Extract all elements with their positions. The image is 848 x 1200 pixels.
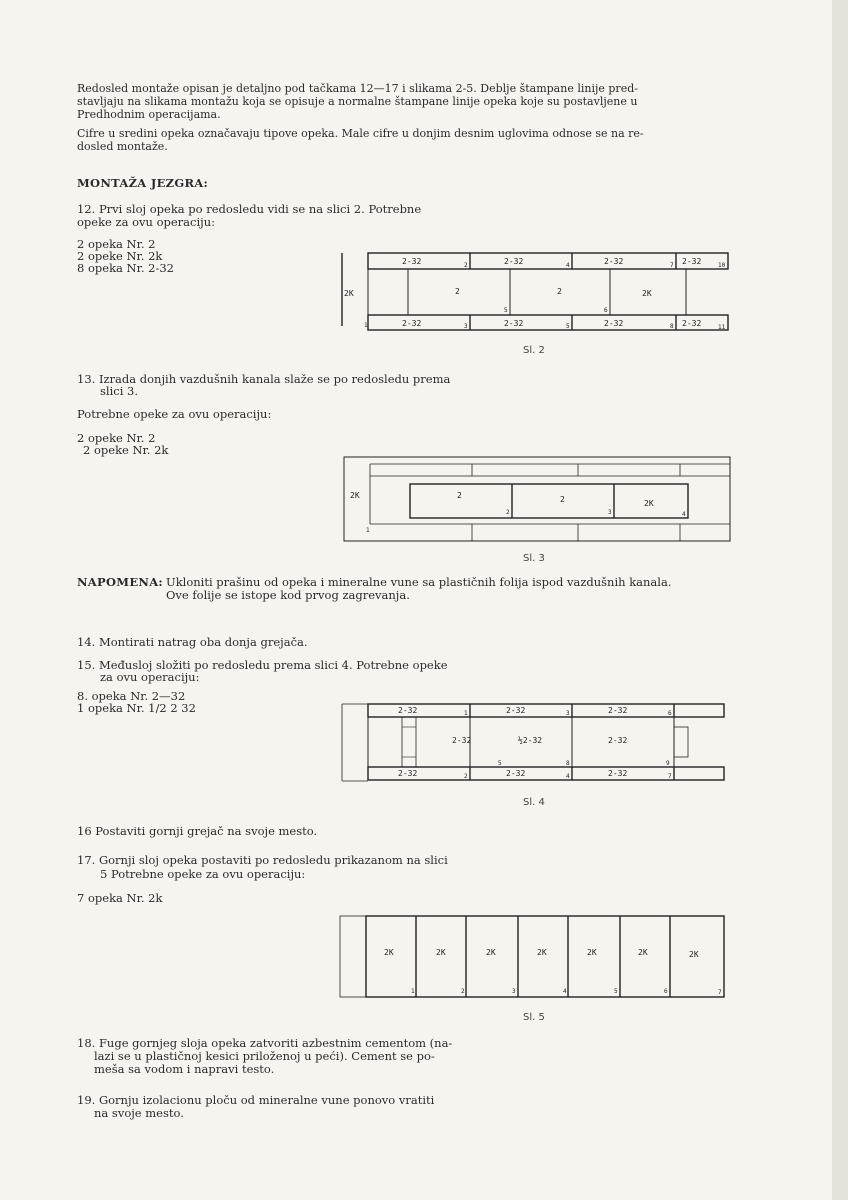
step19-line-2: na svoje mesto. xyxy=(94,1106,184,1120)
step15-material-1: 8. opeka Nr. 2—32 xyxy=(77,689,186,703)
fig4-mid-2-num: 8 xyxy=(566,760,570,767)
fig4-mid-1: 2-32 xyxy=(452,736,472,745)
fig2-mid-1: 2K xyxy=(344,289,354,298)
fig5-cell-6: 2K xyxy=(638,948,648,957)
intro-line-3: Predhodnim operacijama. xyxy=(77,108,221,121)
step19-line-1: 19. Gornju izolacionu ploču od mineralne vune ponovo vratiti xyxy=(77,1093,435,1107)
step14-line: 14. Montirati natrag oba donja grejača. xyxy=(77,635,308,649)
fig2-mid-2-num: 5 xyxy=(504,307,508,314)
step13-material-1: 2 opeke Nr. 2 xyxy=(77,431,156,445)
fig4-bottom-1-num: 2 xyxy=(464,773,468,780)
fig2-bottom-1-num: 3 xyxy=(464,323,468,330)
step17-line-2: 5 Potrebne opeke za ovu operaciju: xyxy=(100,867,306,881)
fig2-top-3-num: 7 xyxy=(670,262,674,269)
fig4-top-3: 2-32 xyxy=(608,706,628,715)
fig4-caption: Sl. 4 xyxy=(523,797,545,808)
fig3-cell-1: 2K xyxy=(350,491,360,500)
step18-line-1: 18. Fuge gornjeg sloja opeka zatvoriti azbestnim cementom (na- xyxy=(77,1036,453,1050)
fig2-bottom-3-num: 8 xyxy=(670,323,674,330)
fig2-mid-4-num: 6 xyxy=(604,307,608,314)
fig2-top-4-num: 10 xyxy=(718,262,726,269)
fig2-bottom-2-num: 5 xyxy=(566,323,570,330)
fig5-cell-5: 2K xyxy=(587,948,597,957)
section-title: MONTAŽA JEZGRA: xyxy=(77,176,209,190)
fig2-top-1-num: 2 xyxy=(464,262,468,269)
fig5-cell-2-num: 2 xyxy=(461,988,465,995)
fig2-bottom-4: 2-32 xyxy=(682,319,702,328)
step12-material-1: 2 opeka Nr. 2 xyxy=(77,237,156,251)
fig5-cell-4: 2K xyxy=(537,948,547,957)
step15-line-1: 15. Međusloj složiti po redosledu prema slici 4. Potrebne opeke xyxy=(77,658,448,672)
fig5-cell-7-num: 7 xyxy=(718,989,722,996)
fig5-cell-5-num: 5 xyxy=(614,988,618,995)
fig4-mid-2: ½2-32 xyxy=(518,736,543,745)
step13-line-1: 13. Izrada donjih vazdušnih kanala slaže se po redosledu prema xyxy=(77,372,451,386)
fig3-cell-2-num: 2 xyxy=(506,509,510,516)
fig5-cell-1-num: 1 xyxy=(411,988,415,995)
fig2-top-2: 2-32 xyxy=(504,257,524,266)
step12-material-3: 8 opeka Nr. 2-32 xyxy=(77,261,174,275)
fig3-cell-4-num: 4 xyxy=(682,511,686,518)
step17-line-1: 17. Gornji sloj opeka postaviti po redosledu prikazanom na slici xyxy=(77,853,448,867)
fig3-caption: Sl. 3 xyxy=(523,553,545,564)
fig4-bottom-3: 2-32 xyxy=(608,769,628,778)
fig4-mid-3: 2-32 xyxy=(608,736,628,745)
note-line-2: Ove folije se istope kod prvog zagrevanja. xyxy=(166,588,410,602)
step12-line-2: opeke za ovu operaciju: xyxy=(77,215,215,229)
fig2-corner-num: 1 xyxy=(364,322,368,329)
step17-material-1: 7 opeka Nr. 2k xyxy=(77,891,163,905)
fig3-cell-3-num: 3 xyxy=(608,509,612,516)
fig2-top-3: 2-32 xyxy=(604,257,624,266)
intro-line-1: Redosled montaže opisan je detaljno pod tačkama 12—17 i slikama 2-5. Deblje štampane linije pred- xyxy=(77,82,638,95)
fig4-mid-3-num: 9 xyxy=(666,760,670,767)
fig2-mid-4: 2K xyxy=(642,289,652,298)
step13-needs: Potrebne opeke za ovu operaciju: xyxy=(77,407,272,421)
fig2-bottom-4-num: 11 xyxy=(718,324,726,331)
note-label: NAPOMENA: xyxy=(77,575,163,589)
fig4-bottom-3-num: 7 xyxy=(668,773,672,780)
figure-4-diagram xyxy=(340,703,732,783)
fig3-cell-2: 2 xyxy=(457,491,462,500)
fig2-bottom-2: 2-32 xyxy=(504,319,524,328)
intro-line-5: dosled montaže. xyxy=(77,140,168,153)
fig5-cell-1: 2K xyxy=(384,948,394,957)
fig5-cell-3: 2K xyxy=(486,948,496,957)
fig5-cell-2: 2K xyxy=(436,948,446,957)
step15-material-2: 1 opeka Nr. 1/2 2 32 xyxy=(77,701,196,715)
fig5-cell-3-num: 3 xyxy=(512,988,516,995)
step18-line-2: lazi se u plastičnoj kesici priloženoj u peći). Cement se po- xyxy=(94,1049,435,1063)
fig3-cell-3: 2 xyxy=(560,495,565,504)
fig2-mid-3: 2 xyxy=(557,287,562,296)
figure-2-diagram xyxy=(340,252,732,334)
fig4-top-1-num: 1 xyxy=(464,710,468,717)
fig2-top-1: 2-32 xyxy=(402,257,422,266)
fig4-mid-1-num: 5 xyxy=(498,760,502,767)
fig2-top-2-num: 4 xyxy=(566,262,570,269)
note-line-1: Ukloniti prašinu od opeka i mineralne vune sa plastičnih folija ispod vazdušnih kanala. xyxy=(166,575,672,589)
fig2-bottom-3: 2-32 xyxy=(604,319,624,328)
fig2-bottom-1: 2-32 xyxy=(402,319,422,328)
fig4-top-2-num: 3 xyxy=(566,710,570,717)
fig3-cell-4: 2K xyxy=(644,499,654,508)
fig4-top-3-num: 6 xyxy=(668,710,672,717)
fig2-mid-2: 2 xyxy=(455,287,460,296)
fig2-top-4: 2-32 xyxy=(682,257,702,266)
fig3-cell-1-num: 1 xyxy=(366,527,370,534)
step15-line-2: za ovu operaciju: xyxy=(100,670,200,684)
fig4-bottom-1: 2-32 xyxy=(398,769,418,778)
intro-line-2: stavljaju na slikama montažu koja se opisuje a normalne štampane linije opeka koje su postavljene u xyxy=(77,95,638,108)
figure-3-diagram xyxy=(342,456,734,544)
fig4-top-1: 2-32 xyxy=(398,706,418,715)
fig5-caption: Sl. 5 xyxy=(523,1012,545,1023)
fig4-top-2: 2-32 xyxy=(506,706,526,715)
right-page-edge xyxy=(832,0,848,1200)
fig5-cell-7: 2K xyxy=(689,950,699,959)
fig2-caption: Sl. 2 xyxy=(523,345,545,356)
fig5-cell-6-num: 6 xyxy=(664,988,668,995)
step18-line-3: meša sa vodom i napravi testo. xyxy=(94,1062,275,1076)
step12-material-2: 2 opeke Nr. 2k xyxy=(77,249,163,263)
figure-5-diagram xyxy=(338,915,730,1001)
step13-line-2: slici 3. xyxy=(100,384,139,398)
fig4-bottom-2-num: 4 xyxy=(566,773,570,780)
step12-line-1: 12. Prvi sloj opeka po redosledu vidi se na slici 2. Potrebne xyxy=(77,202,422,216)
step16-line: 16 Postaviti gornji grejač na svoje mesto. xyxy=(77,824,318,838)
fig4-bottom-2: 2-32 xyxy=(506,769,526,778)
fig5-cell-4-num: 4 xyxy=(563,988,567,995)
intro-line-4: Cifre u sredini opeka označavaju tipove opeka. Male cifre u donjim desnim uglovima odnose se na re- xyxy=(77,127,644,140)
step13-material-2: 2 opeke Nr. 2k xyxy=(83,443,169,457)
